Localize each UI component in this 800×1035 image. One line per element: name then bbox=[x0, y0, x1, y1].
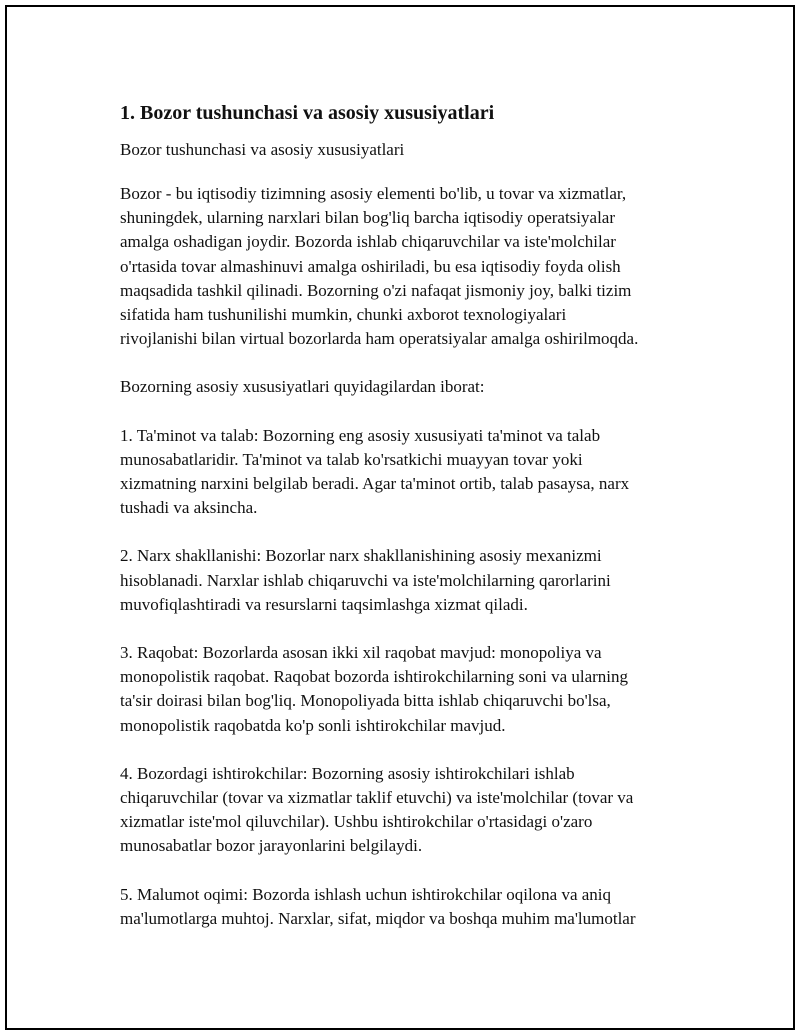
paragraph-line: maqsadida tashkil qilinadi. Bozorning o'zi nafaqat jismoniy joy, balki tizim bbox=[120, 280, 632, 300]
paragraph bbox=[120, 883, 690, 931]
document-heading: 1. Bozor tushunchasi va asosiy xususiyatlari bbox=[120, 102, 495, 124]
paragraph-line: monopolistik raqobatda ko'p sonli ishtirokchilar mavjud. bbox=[120, 715, 506, 735]
paragraph-line: 1. Ta'minot va talab: Bozorning eng asosiy xususiyati ta'minot va talab bbox=[120, 425, 601, 445]
paragraph-list bbox=[120, 182, 690, 931]
paragraph-line: munosabatlar bozor jarayonlarini belgilaydi. bbox=[120, 836, 423, 856]
paragraph-line: 2. Narx shakllanishi: Bozorlar narx shakllanishining asosiy mexanizmi bbox=[120, 546, 602, 566]
paragraph bbox=[120, 641, 690, 738]
paragraph bbox=[120, 375, 690, 399]
paragraph-line: chiqaruvchilar (tovar va xizmatlar taklif etuvchi) va iste'molchilar (tovar va bbox=[120, 788, 634, 808]
paragraph bbox=[120, 182, 690, 351]
document-subtitle: Bozor tushunchasi va asosiy xususiyatlari bbox=[120, 140, 405, 159]
page-frame bbox=[5, 5, 795, 1030]
paragraph-line: ma'lumotlarga muhtoj. Narxlar, sifat, miqdor va boshqa muhim ma'lumotlar bbox=[120, 908, 636, 928]
paragraph bbox=[120, 544, 690, 617]
paragraph-line: ta'sir doirasi bilan bog'liq. Monopoliyada bitta ishlab chiqaruvchi bo'lsa, bbox=[120, 691, 611, 711]
paragraph bbox=[120, 762, 690, 859]
paragraph-line: hisoblanadi. Narxlar ishlab chiqaruvchi va iste'molchilarning qarorlarini bbox=[120, 570, 611, 590]
paragraph-line: tushadi va aksincha. bbox=[120, 498, 258, 518]
paragraph-line: 4. Bozordagi ishtirokchilar: Bozorning asosiy ishtirokchilari ishlab bbox=[120, 763, 575, 783]
paragraph-line: o'rtasida tovar almashinuvi amalga oshiriladi, bu esa iqtisodiy foyda olish bbox=[120, 256, 621, 276]
paragraph-line: Bozorning asosiy xususiyatlari quyidagilardan iborat: bbox=[120, 377, 485, 397]
paragraph bbox=[120, 424, 690, 521]
document-body bbox=[120, 100, 690, 955]
paragraph-line: xizmatlar iste'mol qiluvchilar). Ushbu ishtirokchilar o'rtasidagi o'zaro bbox=[120, 812, 593, 832]
paragraph-line: rivojlanishi bilan virtual bozorlarda ham operatsiyalar amalga oshirilmoqda. bbox=[120, 329, 639, 349]
paragraph-line: amalga oshadigan joydir. Bozorda ishlab chiqaruvchilar va iste'molchilar bbox=[120, 232, 616, 252]
paragraph-line: xizmatning narxini belgilab beradi. Agar ta'minot ortib, talab pasaysa, narx bbox=[120, 474, 630, 494]
paragraph-line: 5. Malumot oqimi: Bozorda ishlash uchun ishtirokchilar oqilona va aniq bbox=[120, 884, 612, 904]
paragraph-line: munosabatlaridir. Ta'minot va talab ko'rsatkichi muayyan tovar yoki bbox=[120, 449, 583, 469]
paragraph-line: shuningdek, ularning narxlari bilan bog'liq barcha iqtisodiy operatsiyalar bbox=[120, 208, 615, 228]
paragraph-line: monopolistik raqobat. Raqobat bozorda ishtirokchilarning soni va ularning bbox=[120, 667, 629, 687]
paragraph-line: muvofiqlashtiradi va resurslarni taqsimlashga xizmat qiladi. bbox=[120, 594, 528, 614]
paragraph-line: sifatida ham tushunilishi mumkin, chunki axborot texnologiyalari bbox=[120, 305, 567, 325]
paragraph-line: 3. Raqobat: Bozorlarda asosan ikki xil raqobat mavjud: monopoliya va bbox=[120, 643, 602, 663]
paragraph-line: Bozor - bu iqtisodiy tizimning asosiy elementi bo'lib, u tovar va xizmatlar, bbox=[120, 184, 627, 203]
